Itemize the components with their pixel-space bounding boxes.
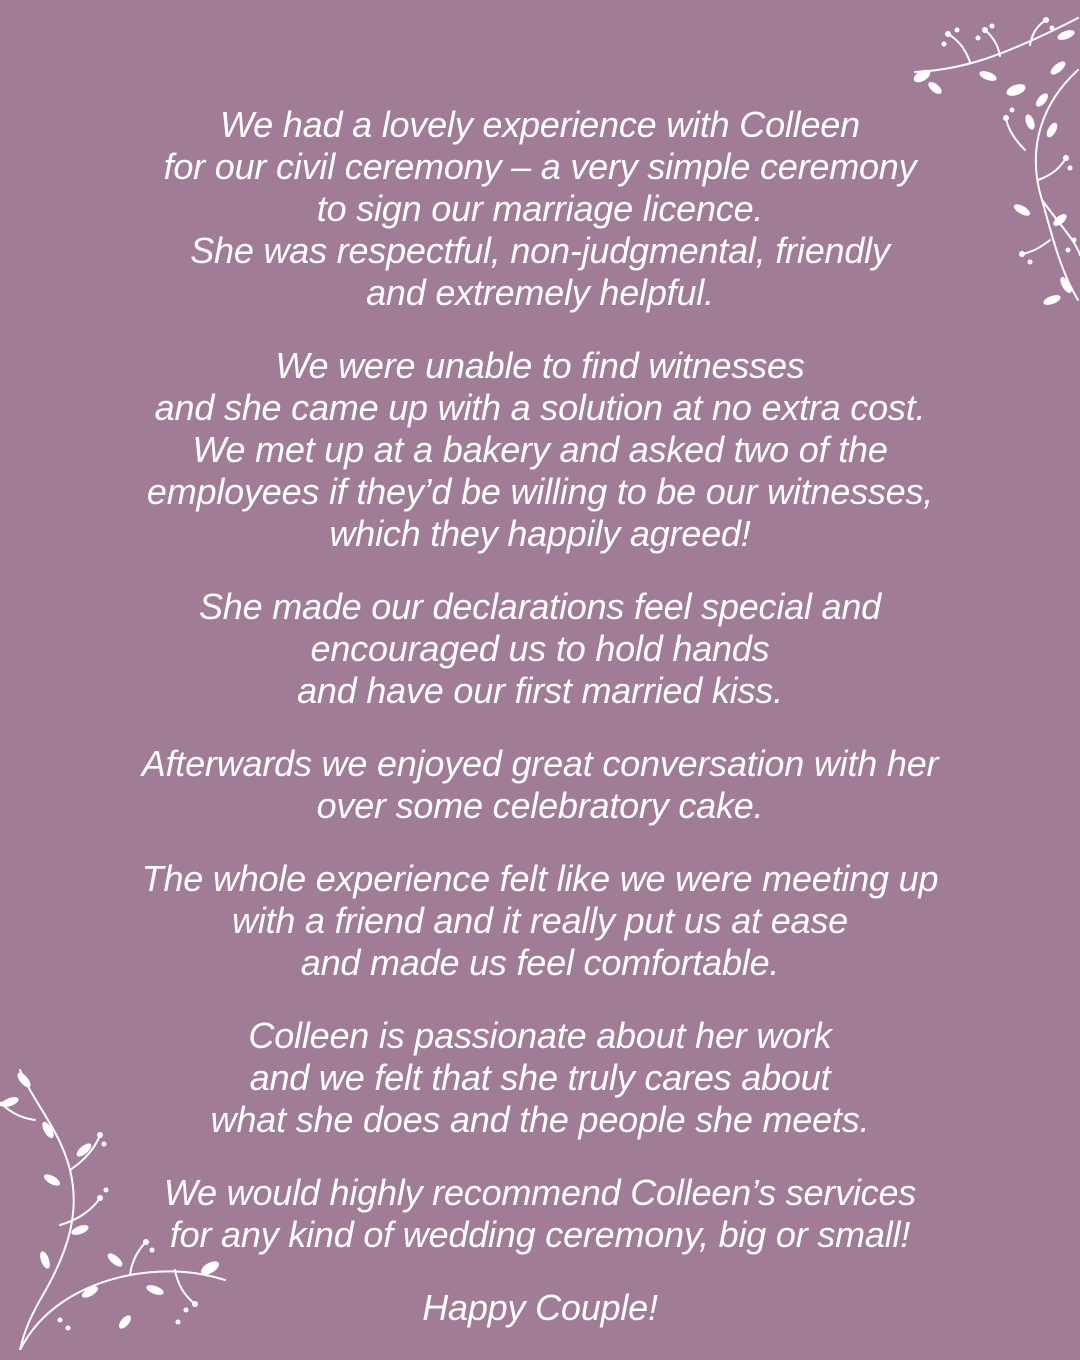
text-line: over some celebratory cake. [316, 785, 764, 826]
text-line: employees if they’d be willing to be our witnesses, [146, 471, 934, 512]
paragraph-experience [60, 858, 1020, 984]
text-line: We had a lovely experience with Colleen [220, 104, 860, 145]
text-line: and we felt that she truly cares about [249, 1057, 831, 1098]
paragraph-declarations [60, 586, 1020, 712]
text-line: which they happily agreed! [329, 513, 751, 554]
text-line: She made our declarations feel special and [198, 586, 882, 627]
paragraph-witnesses [60, 345, 1020, 555]
text-line: for any kind of wedding ceremony, big or small! [169, 1214, 911, 1255]
text-line: what she does and the people she meets. [210, 1099, 870, 1140]
text-line: and have our first married kiss. [297, 670, 783, 711]
text-line: and she came up with a solution at no extra cost. [154, 387, 926, 428]
paragraph-afterwards [60, 743, 1020, 827]
text-line: We would highly recommend Colleen’s services [163, 1172, 917, 1213]
paragraph-intro [60, 104, 1020, 314]
text-line: encouraged us to hold hands [310, 628, 770, 669]
text-line: and made us feel comfortable. [300, 942, 780, 983]
text-line: She was respectful, non-judgmental, friendly [190, 230, 890, 271]
signoff: Happy Couple! [422, 1287, 658, 1328]
text-line: The whole experience felt like we were meeting up [141, 858, 939, 899]
text-line: and extremely helpful. [366, 272, 714, 313]
text-line: with a friend and it really put us at ease [232, 900, 848, 941]
testimonial-text [60, 104, 1020, 1360]
text-line: for our civil ceremony – a very simple ceremony [163, 146, 917, 187]
paragraph-recommend [60, 1172, 1020, 1256]
text-line: We were unable to find witnesses [275, 345, 805, 386]
paragraph-passionate [60, 1015, 1020, 1141]
text-line: Afterwards we enjoyed great conversation with her [141, 743, 939, 784]
text-line: to sign our marriage licence. [316, 188, 764, 229]
text-line: Colleen is passionate about her work [248, 1015, 832, 1056]
text-line: We met up at a bakery and asked two of the [192, 429, 888, 470]
